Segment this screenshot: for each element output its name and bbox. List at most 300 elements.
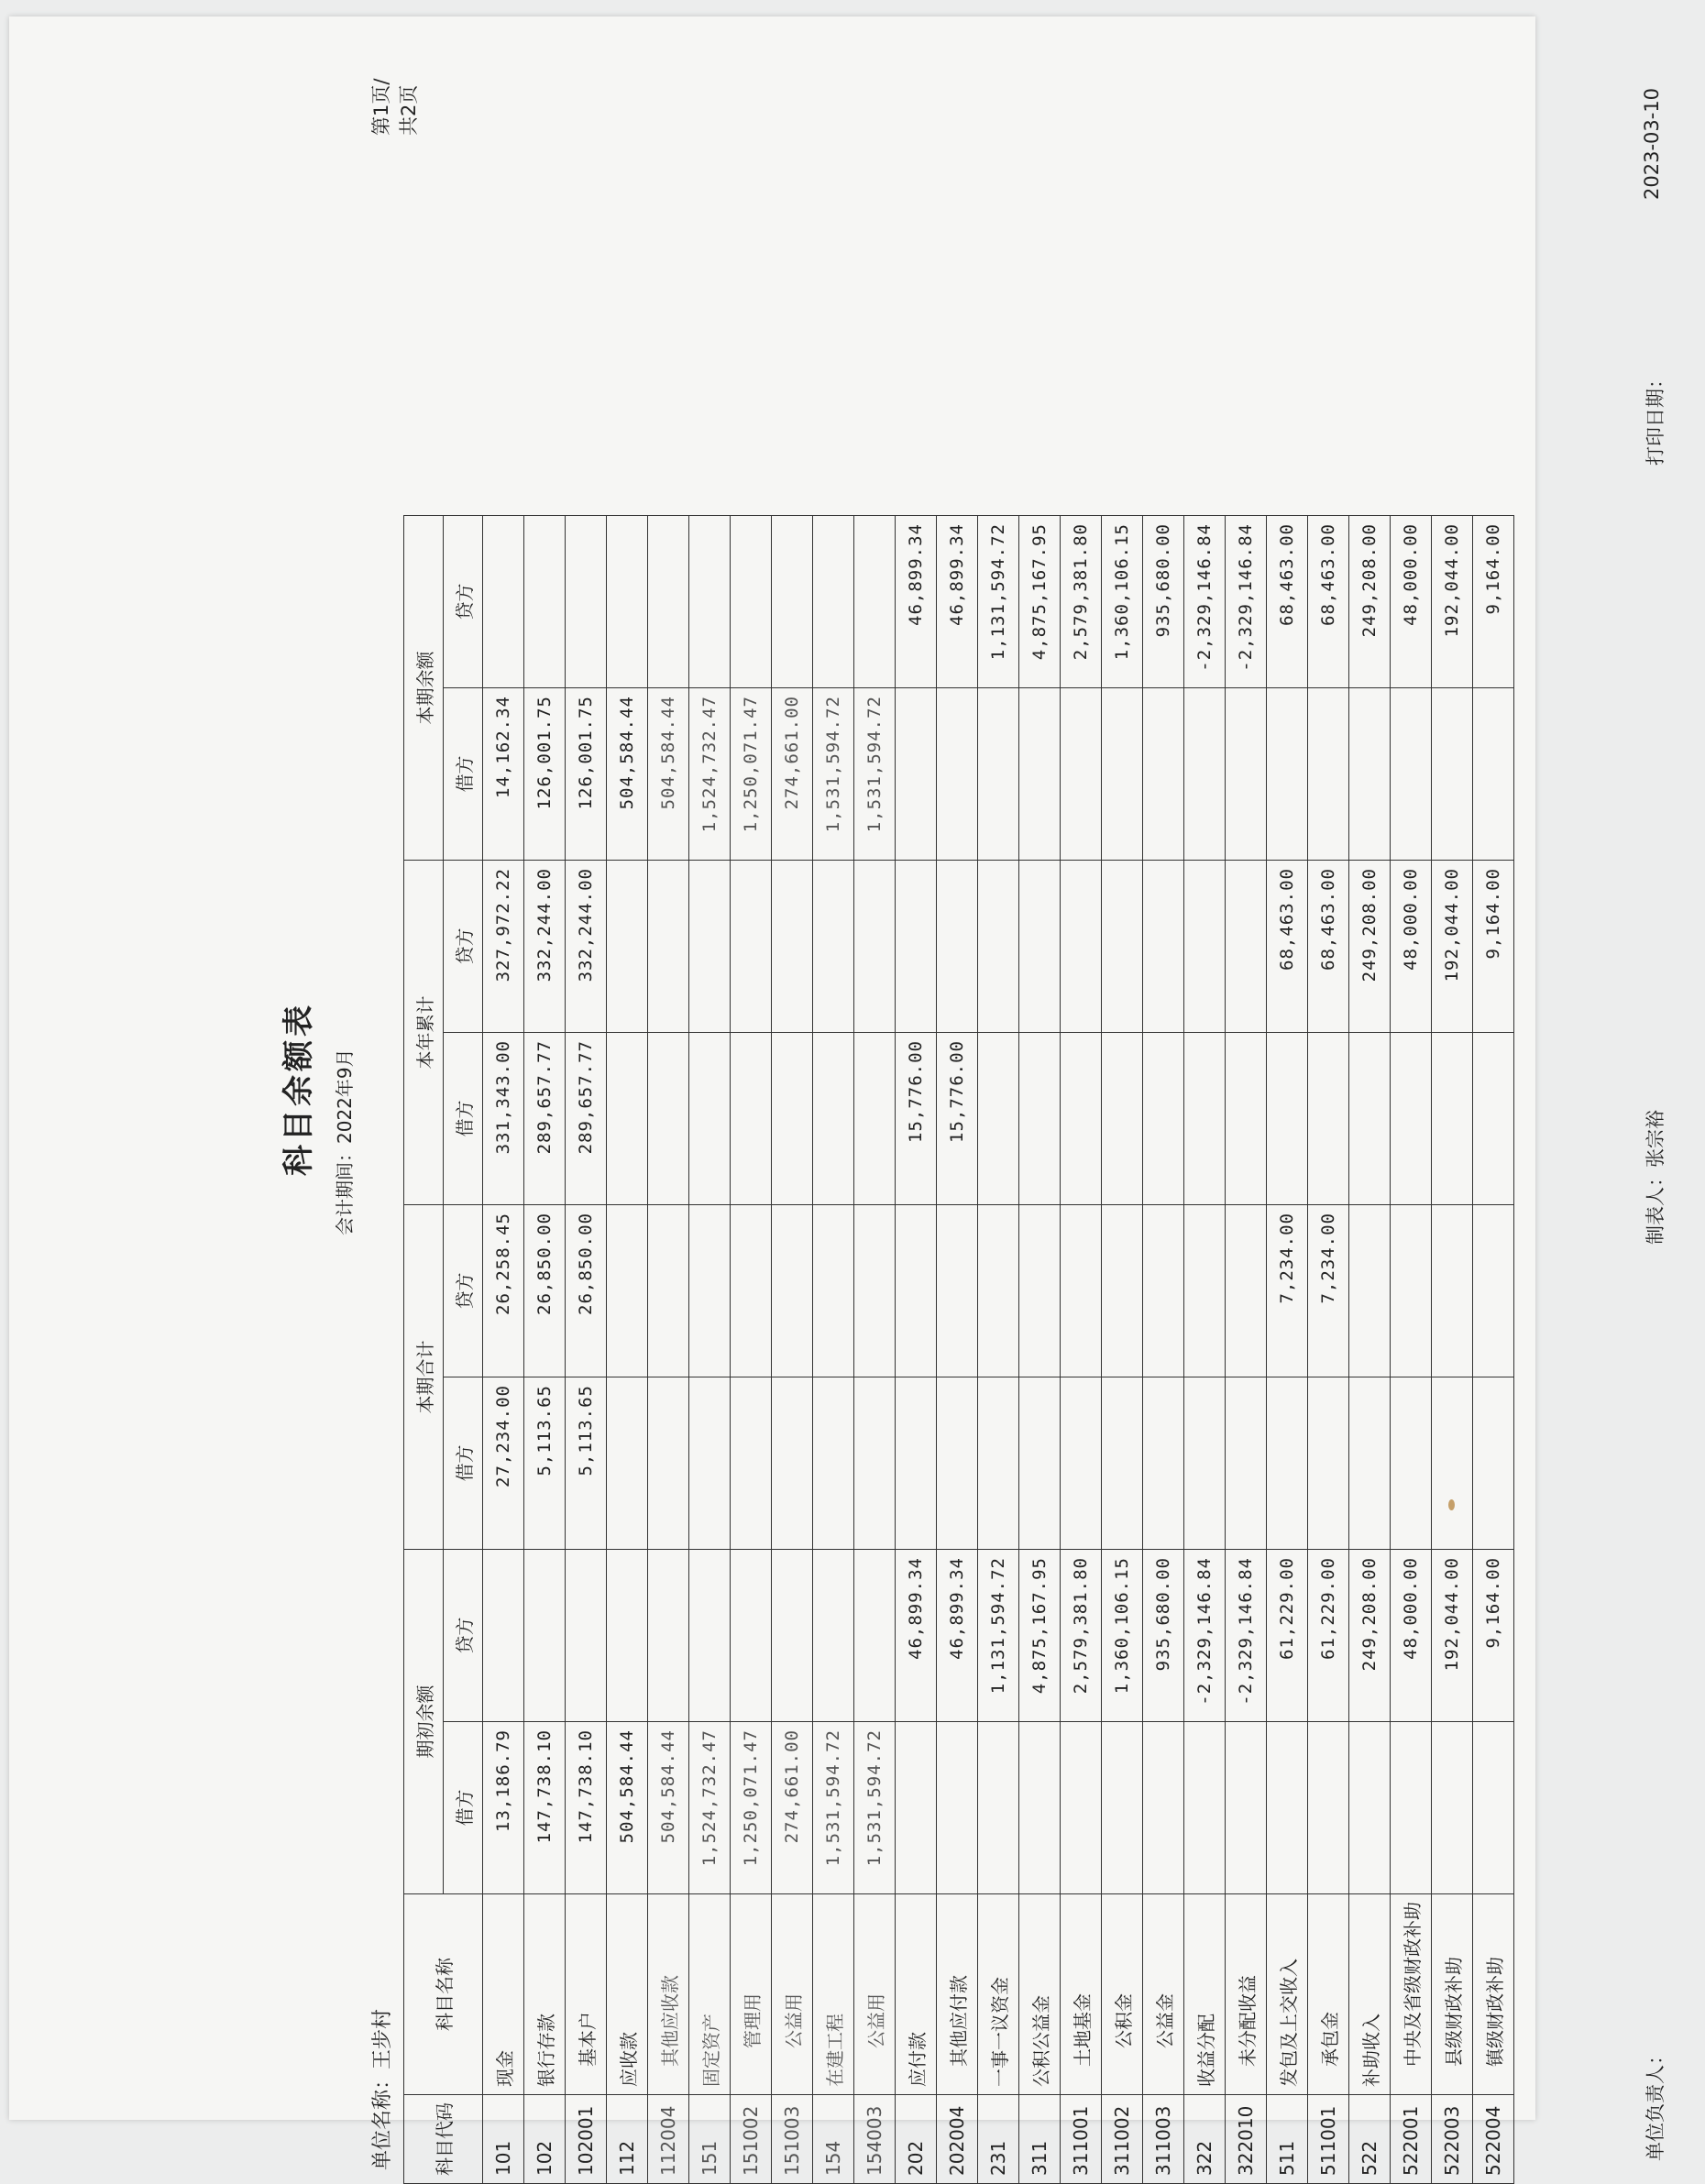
accounting-period: 会计期间：2022年9月 bbox=[334, 1048, 356, 1235]
row-code: 151002 bbox=[731, 2095, 772, 2184]
row-name: 银行存款 bbox=[524, 1894, 566, 2095]
ytd-debit bbox=[1184, 1033, 1226, 1205]
closing-debit bbox=[1226, 688, 1267, 861]
ytd-credit bbox=[772, 861, 813, 1033]
opening-credit bbox=[648, 1550, 689, 1722]
row-name: 公益金 bbox=[1143, 1894, 1184, 2095]
closing-credit: 4,875,167.95 bbox=[1019, 516, 1061, 688]
ytd-debit bbox=[1226, 1033, 1267, 1205]
table-row bbox=[1432, 516, 1473, 2184]
closing-credit: 46,899.34 bbox=[896, 516, 937, 688]
opening-credit: 2,579,381.80 bbox=[1061, 1550, 1102, 1722]
closing-debit bbox=[1061, 688, 1102, 861]
row-name: 公益用 bbox=[772, 1894, 813, 2095]
current-debit bbox=[978, 1377, 1019, 1550]
header-code: 科目代码 bbox=[404, 2095, 483, 2184]
ytd-debit: 15,776.00 bbox=[937, 1033, 978, 1205]
closing-credit bbox=[689, 516, 731, 688]
ytd-debit bbox=[1143, 1033, 1184, 1205]
closing-debit bbox=[896, 688, 937, 861]
current-credit bbox=[1226, 1205, 1267, 1377]
row-code: 522004 bbox=[1473, 2095, 1514, 2184]
row-code: 311002 bbox=[1102, 2095, 1143, 2184]
closing-debit bbox=[1267, 688, 1308, 861]
ytd-debit bbox=[1473, 1033, 1514, 1205]
closing-debit bbox=[1019, 688, 1061, 861]
row-name: 镇级财政补助 bbox=[1473, 1894, 1514, 2095]
footer-print-date: 2023-03-10 bbox=[1641, 87, 1663, 200]
opening-credit: 46,899.34 bbox=[937, 1550, 978, 1722]
table-body bbox=[483, 516, 1514, 2184]
ytd-credit: 332,244.00 bbox=[524, 861, 566, 1033]
rotated-sheet bbox=[220, 71, 1705, 2176]
closing-credit bbox=[813, 516, 854, 688]
current-credit bbox=[607, 1205, 648, 1377]
ytd-credit: 249,208.00 bbox=[1349, 861, 1391, 1033]
table-row bbox=[648, 516, 689, 2184]
opening-debit bbox=[1391, 1722, 1432, 1894]
ytd-credit bbox=[731, 861, 772, 1033]
current-debit bbox=[1143, 1377, 1184, 1550]
closing-credit: 46,899.34 bbox=[937, 516, 978, 688]
opening-debit bbox=[1061, 1722, 1102, 1894]
opening-credit: 61,229.00 bbox=[1308, 1550, 1349, 1722]
ytd-debit bbox=[1019, 1033, 1061, 1205]
opening-credit: 4,875,167.95 bbox=[1019, 1550, 1061, 1722]
current-debit: 27,234.00 bbox=[483, 1377, 524, 1550]
row-name: 收益分配 bbox=[1184, 1894, 1226, 2095]
header-ytd-debit: 借方 bbox=[444, 1033, 483, 1205]
row-code: 311001 bbox=[1061, 2095, 1102, 2184]
row-code: 522001 bbox=[1391, 2095, 1432, 2184]
opening-credit bbox=[731, 1550, 772, 1722]
row-code: 151 bbox=[689, 2095, 731, 2184]
opening-credit bbox=[772, 1550, 813, 1722]
opening-debit bbox=[1184, 1722, 1226, 1894]
ytd-credit bbox=[896, 861, 937, 1033]
scanned-page bbox=[9, 16, 1666, 2176]
ytd-credit bbox=[1184, 861, 1226, 1033]
opening-debit: 147,738.10 bbox=[566, 1722, 607, 1894]
opening-debit: 1,531,594.72 bbox=[854, 1722, 896, 1894]
ytd-credit bbox=[854, 861, 896, 1033]
closing-debit bbox=[1102, 688, 1143, 861]
opening-debit: 504,584.44 bbox=[648, 1722, 689, 1894]
ytd-credit bbox=[978, 861, 1019, 1033]
ytd-debit: 289,657.77 bbox=[524, 1033, 566, 1205]
ytd-credit: 327,972.22 bbox=[483, 861, 524, 1033]
current-credit: 7,234.00 bbox=[1267, 1205, 1308, 1377]
table-row bbox=[1267, 516, 1308, 2184]
row-name: 管理用 bbox=[731, 1894, 772, 2095]
row-code: 311003 bbox=[1143, 2095, 1184, 2184]
table-row bbox=[1349, 516, 1391, 2184]
paper-stain bbox=[1448, 1499, 1455, 1510]
opening-credit: -2,329,146.84 bbox=[1226, 1550, 1267, 1722]
closing-debit bbox=[1143, 688, 1184, 861]
current-debit bbox=[896, 1377, 937, 1550]
current-debit bbox=[813, 1377, 854, 1550]
row-code: 202004 bbox=[937, 2095, 978, 2184]
current-debit bbox=[1308, 1377, 1349, 1550]
table-row bbox=[978, 516, 1019, 2184]
opening-debit bbox=[1143, 1722, 1184, 1894]
opening-debit bbox=[1267, 1722, 1308, 1894]
table-row bbox=[854, 516, 896, 2184]
header-closing: 本期余额 bbox=[404, 516, 444, 861]
current-credit bbox=[648, 1205, 689, 1377]
closing-credit bbox=[731, 516, 772, 688]
ytd-credit: 68,463.00 bbox=[1267, 861, 1308, 1033]
ytd-credit bbox=[1102, 861, 1143, 1033]
footer-print-label: 打印日期： bbox=[1644, 369, 1666, 466]
row-code: 311 bbox=[1019, 2095, 1061, 2184]
table-row bbox=[566, 516, 607, 2184]
page-info: 第1页/共2页 bbox=[370, 78, 420, 136]
row-name: 发包及上交收入 bbox=[1267, 1894, 1308, 2095]
ytd-debit bbox=[1267, 1033, 1308, 1205]
row-code: 322010 bbox=[1226, 2095, 1267, 2184]
row-code: 522 bbox=[1349, 2095, 1391, 2184]
header-current: 本期合计 bbox=[404, 1205, 444, 1550]
ytd-credit: 192,044.00 bbox=[1432, 861, 1473, 1033]
current-credit bbox=[1102, 1205, 1143, 1377]
closing-debit bbox=[1184, 688, 1226, 861]
row-name: 承包金 bbox=[1308, 1894, 1349, 2095]
row-name: 应收款 bbox=[607, 1894, 648, 2095]
ytd-debit: 15,776.00 bbox=[896, 1033, 937, 1205]
opening-debit: 504,584.44 bbox=[607, 1722, 648, 1894]
ytd-debit bbox=[1391, 1033, 1432, 1205]
closing-credit bbox=[854, 516, 896, 688]
table-row bbox=[1019, 516, 1061, 2184]
header-opening: 期初余额 bbox=[404, 1550, 444, 1894]
current-credit: 26,258.45 bbox=[483, 1205, 524, 1377]
closing-credit: 68,463.00 bbox=[1267, 516, 1308, 688]
current-credit bbox=[813, 1205, 854, 1377]
table-row bbox=[1391, 516, 1432, 2184]
unit-name: 单位名称：王步村 bbox=[371, 2008, 394, 2170]
row-code: 511001 bbox=[1308, 2095, 1349, 2184]
table-row bbox=[1143, 516, 1184, 2184]
closing-credit: 1,131,594.72 bbox=[978, 516, 1019, 688]
current-credit: 26,850.00 bbox=[524, 1205, 566, 1377]
opening-debit: 1,524,732.47 bbox=[689, 1722, 731, 1894]
ytd-debit: 289,657.77 bbox=[566, 1033, 607, 1205]
current-credit bbox=[772, 1205, 813, 1377]
current-debit bbox=[1061, 1377, 1102, 1550]
opening-credit: 1,131,594.72 bbox=[978, 1550, 1019, 1722]
row-name: 未分配收益 bbox=[1226, 1894, 1267, 2095]
opening-debit: 1,250,071.47 bbox=[731, 1722, 772, 1894]
opening-debit bbox=[896, 1722, 937, 1894]
opening-debit bbox=[1308, 1722, 1349, 1894]
closing-credit bbox=[566, 516, 607, 688]
table-row bbox=[483, 516, 524, 2184]
opening-credit bbox=[854, 1550, 896, 1722]
ytd-credit bbox=[648, 861, 689, 1033]
opening-debit: 274,661.00 bbox=[772, 1722, 813, 1894]
opening-credit bbox=[524, 1550, 566, 1722]
header-ytd: 本年累计 bbox=[404, 861, 444, 1205]
row-code: 101 bbox=[483, 2095, 524, 2184]
ytd-credit: 48,000.00 bbox=[1391, 861, 1432, 1033]
current-credit bbox=[1019, 1205, 1061, 1377]
ytd-debit bbox=[1432, 1033, 1473, 1205]
row-code: 102 bbox=[524, 2095, 566, 2184]
closing-debit bbox=[1432, 688, 1473, 861]
current-credit bbox=[731, 1205, 772, 1377]
row-code: 322 bbox=[1184, 2095, 1226, 2184]
current-debit bbox=[1226, 1377, 1267, 1550]
opening-debit bbox=[1019, 1722, 1061, 1894]
footer-maker: 制表人：张宗裕 bbox=[1644, 1110, 1666, 1245]
closing-debit bbox=[1473, 688, 1514, 861]
ytd-debit bbox=[772, 1033, 813, 1205]
document-title: 科目余额表 bbox=[280, 1002, 317, 1176]
closing-credit: 68,463.00 bbox=[1308, 516, 1349, 688]
ytd-debit bbox=[689, 1033, 731, 1205]
closing-credit bbox=[648, 516, 689, 688]
ytd-debit bbox=[1061, 1033, 1102, 1205]
opening-credit: 48,000.00 bbox=[1391, 1550, 1432, 1722]
row-name: 其他应收款 bbox=[648, 1894, 689, 2095]
table-row bbox=[607, 516, 648, 2184]
table-row bbox=[524, 516, 566, 2184]
header-closing-debit: 借方 bbox=[444, 688, 483, 861]
current-credit bbox=[937, 1205, 978, 1377]
ytd-debit bbox=[648, 1033, 689, 1205]
ytd-debit bbox=[731, 1033, 772, 1205]
opening-debit bbox=[1226, 1722, 1267, 1894]
closing-debit bbox=[1308, 688, 1349, 861]
current-credit: 7,234.00 bbox=[1308, 1205, 1349, 1377]
table-row bbox=[896, 516, 937, 2184]
row-code: 112 bbox=[607, 2095, 648, 2184]
ytd-credit bbox=[813, 861, 854, 1033]
current-credit bbox=[1143, 1205, 1184, 1377]
ytd-debit bbox=[1308, 1033, 1349, 1205]
row-code: 154003 bbox=[854, 2095, 896, 2184]
ytd-debit bbox=[813, 1033, 854, 1205]
row-name: 公积公益金 bbox=[1019, 1894, 1061, 2095]
closing-debit bbox=[978, 688, 1019, 861]
header-opening-credit: 贷方 bbox=[444, 1550, 483, 1722]
ytd-credit bbox=[1143, 861, 1184, 1033]
current-debit bbox=[1019, 1377, 1061, 1550]
row-name: 公益用 bbox=[854, 1894, 896, 2095]
closing-credit bbox=[772, 516, 813, 688]
ytd-debit bbox=[854, 1033, 896, 1205]
opening-credit bbox=[566, 1550, 607, 1722]
opening-credit: 9,164.00 bbox=[1473, 1550, 1514, 1722]
opening-debit bbox=[1432, 1722, 1473, 1894]
row-name: 应付款 bbox=[896, 1894, 937, 2095]
closing-credit: 935,680.00 bbox=[1143, 516, 1184, 688]
opening-credit bbox=[607, 1550, 648, 1722]
current-debit bbox=[1391, 1377, 1432, 1550]
closing-credit: 2,579,381.80 bbox=[1061, 516, 1102, 688]
closing-credit: -2,329,146.84 bbox=[1184, 516, 1226, 688]
row-name: 基本户 bbox=[566, 1894, 607, 2095]
table-row bbox=[689, 516, 731, 2184]
ytd-credit bbox=[937, 861, 978, 1033]
current-debit bbox=[1432, 1377, 1473, 1550]
ytd-debit bbox=[1102, 1033, 1143, 1205]
row-name: 中央及省级财政补助 bbox=[1391, 1894, 1432, 2095]
opening-credit: 61,229.00 bbox=[1267, 1550, 1308, 1722]
table-row bbox=[1226, 516, 1267, 2184]
closing-credit: 1,360,106.15 bbox=[1102, 516, 1143, 688]
table-row bbox=[937, 516, 978, 2184]
closing-credit bbox=[483, 516, 524, 688]
current-debit bbox=[607, 1377, 648, 1550]
row-code: 154 bbox=[813, 2095, 854, 2184]
current-debit bbox=[689, 1377, 731, 1550]
closing-debit: 1,524,732.47 bbox=[689, 688, 731, 861]
opening-debit: 1,531,594.72 bbox=[813, 1722, 854, 1894]
opening-credit: 935,680.00 bbox=[1143, 1550, 1184, 1722]
row-code: 231 bbox=[978, 2095, 1019, 2184]
table-row bbox=[1102, 516, 1143, 2184]
row-code: 112004 bbox=[648, 2095, 689, 2184]
current-credit bbox=[1184, 1205, 1226, 1377]
closing-debit: 274,661.00 bbox=[772, 688, 813, 861]
opening-credit: 46,899.34 bbox=[896, 1550, 937, 1722]
opening-debit bbox=[978, 1722, 1019, 1894]
current-credit bbox=[1349, 1205, 1391, 1377]
opening-credit bbox=[483, 1550, 524, 1722]
ytd-credit bbox=[1226, 861, 1267, 1033]
ytd-credit: 332,244.00 bbox=[566, 861, 607, 1033]
header-ytd-credit: 贷方 bbox=[444, 861, 483, 1033]
row-name: 现金 bbox=[483, 1894, 524, 2095]
opening-debit bbox=[1349, 1722, 1391, 1894]
header-current-debit: 借方 bbox=[444, 1377, 483, 1550]
opening-credit: 192,044.00 bbox=[1432, 1550, 1473, 1722]
closing-debit bbox=[1391, 688, 1432, 861]
current-debit: 5,113.65 bbox=[524, 1377, 566, 1550]
current-debit bbox=[1349, 1377, 1391, 1550]
current-debit bbox=[937, 1377, 978, 1550]
header-opening-debit: 借方 bbox=[444, 1722, 483, 1894]
header-closing-credit: 贷方 bbox=[444, 516, 483, 688]
closing-credit: -2,329,146.84 bbox=[1226, 516, 1267, 688]
current-debit bbox=[1184, 1377, 1226, 1550]
current-credit bbox=[1473, 1205, 1514, 1377]
opening-debit bbox=[1102, 1722, 1143, 1894]
current-credit bbox=[896, 1205, 937, 1377]
closing-debit: 504,584.44 bbox=[648, 688, 689, 861]
opening-debit bbox=[1473, 1722, 1514, 1894]
row-name: 固定资产 bbox=[689, 1894, 731, 2095]
header-name: 科目名称 bbox=[404, 1894, 483, 2095]
table-row bbox=[1473, 516, 1514, 2184]
current-credit bbox=[1061, 1205, 1102, 1377]
closing-debit: 1,531,594.72 bbox=[813, 688, 854, 861]
current-debit bbox=[648, 1377, 689, 1550]
closing-debit: 126,001.75 bbox=[566, 688, 607, 861]
current-credit bbox=[854, 1205, 896, 1377]
current-credit bbox=[689, 1205, 731, 1377]
ytd-debit bbox=[1349, 1033, 1391, 1205]
table-row bbox=[1061, 516, 1102, 2184]
ytd-credit bbox=[689, 861, 731, 1033]
row-name: 土地基金 bbox=[1061, 1894, 1102, 2095]
current-credit bbox=[1432, 1205, 1473, 1377]
opening-debit: 13,186.79 bbox=[483, 1722, 524, 1894]
ytd-credit bbox=[1061, 861, 1102, 1033]
current-credit: 26,850.00 bbox=[566, 1205, 607, 1377]
row-code: 522003 bbox=[1432, 2095, 1473, 2184]
ytd-credit bbox=[607, 861, 648, 1033]
closing-debit: 126,001.75 bbox=[524, 688, 566, 861]
header-row-group bbox=[404, 516, 444, 2184]
header-current-credit: 贷方 bbox=[444, 1205, 483, 1377]
opening-credit bbox=[813, 1550, 854, 1722]
ytd-debit bbox=[978, 1033, 1019, 1205]
row-name: 公积金 bbox=[1102, 1894, 1143, 2095]
current-debit: 5,113.65 bbox=[566, 1377, 607, 1550]
opening-credit: -2,329,146.84 bbox=[1184, 1550, 1226, 1722]
closing-credit bbox=[524, 516, 566, 688]
current-credit bbox=[978, 1205, 1019, 1377]
row-name: 一事一议资金 bbox=[978, 1894, 1019, 2095]
closing-debit: 504,584.44 bbox=[607, 688, 648, 861]
ytd-credit: 9,164.00 bbox=[1473, 861, 1514, 1033]
row-name: 其他应付款 bbox=[937, 1894, 978, 2095]
row-code: 151003 bbox=[772, 2095, 813, 2184]
closing-credit: 192,044.00 bbox=[1432, 516, 1473, 688]
current-debit bbox=[772, 1377, 813, 1550]
current-credit bbox=[1391, 1205, 1432, 1377]
current-debit bbox=[731, 1377, 772, 1550]
current-debit bbox=[854, 1377, 896, 1550]
row-name: 补助收入 bbox=[1349, 1894, 1391, 2095]
row-name: 县级财政补助 bbox=[1432, 1894, 1473, 2095]
table-row bbox=[1308, 516, 1349, 2184]
table-row bbox=[772, 516, 813, 2184]
closing-debit: 14,162.34 bbox=[483, 688, 524, 861]
closing-credit: 48,000.00 bbox=[1391, 516, 1432, 688]
table-row bbox=[731, 516, 772, 2184]
row-code: 511 bbox=[1267, 2095, 1308, 2184]
table-row bbox=[813, 516, 854, 2184]
balance-table bbox=[403, 515, 1514, 2184]
current-debit bbox=[1473, 1377, 1514, 1550]
footer-responsible: 单位负责人： bbox=[1644, 2046, 1666, 2161]
row-name: 在建工程 bbox=[813, 1894, 854, 2095]
row-code: 102001 bbox=[566, 2095, 607, 2184]
opening-debit: 147,738.10 bbox=[524, 1722, 566, 1894]
table-row bbox=[1184, 516, 1226, 2184]
row-code: 202 bbox=[896, 2095, 937, 2184]
closing-debit bbox=[1349, 688, 1391, 861]
opening-credit: 249,208.00 bbox=[1349, 1550, 1391, 1722]
opening-credit bbox=[689, 1550, 731, 1722]
ytd-debit: 331,343.00 bbox=[483, 1033, 524, 1205]
opening-credit: 1,360,106.15 bbox=[1102, 1550, 1143, 1722]
ytd-credit bbox=[1019, 861, 1061, 1033]
ytd-credit: 68,463.00 bbox=[1308, 861, 1349, 1033]
closing-credit bbox=[607, 516, 648, 688]
current-debit bbox=[1267, 1377, 1308, 1550]
closing-debit bbox=[937, 688, 978, 861]
closing-credit: 9,164.00 bbox=[1473, 516, 1514, 688]
closing-credit: 249,208.00 bbox=[1349, 516, 1391, 688]
current-debit bbox=[1102, 1377, 1143, 1550]
opening-debit bbox=[937, 1722, 978, 1894]
